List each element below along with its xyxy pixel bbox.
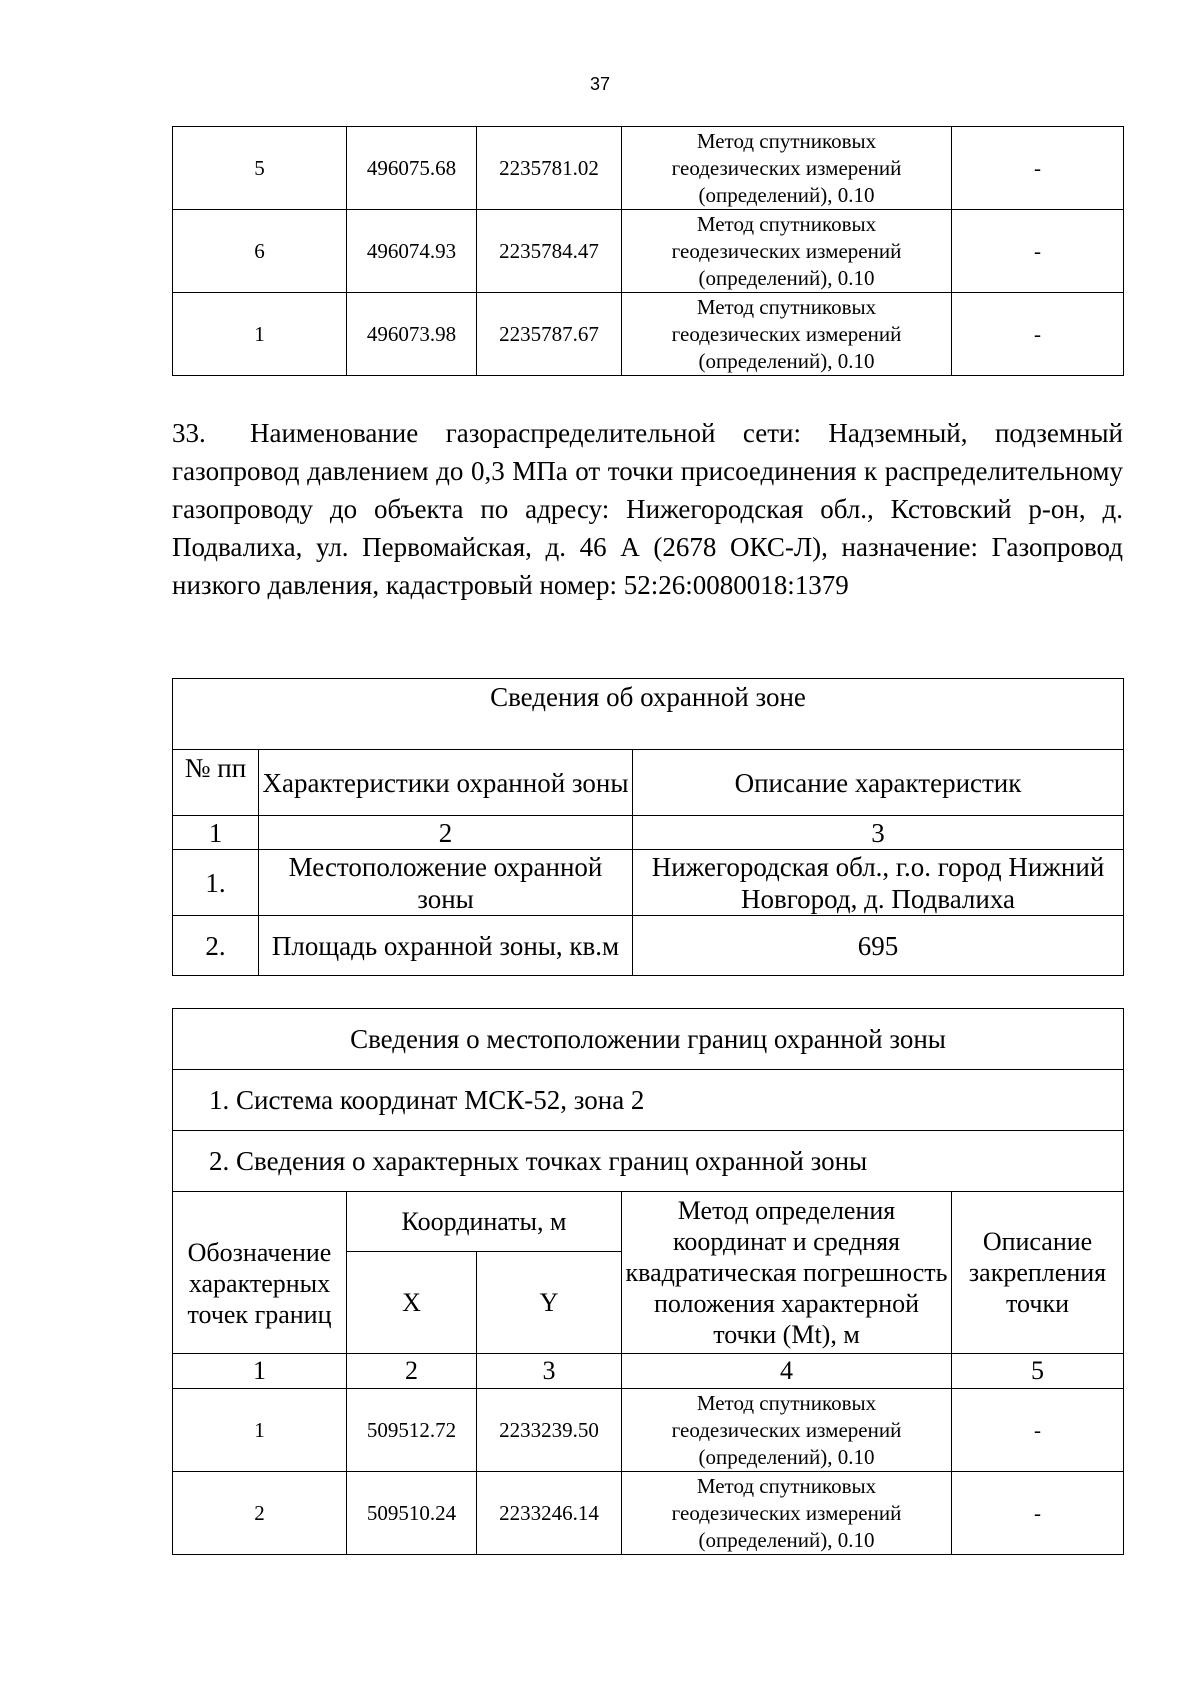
method-line: (определений), 0.10	[698, 348, 875, 373]
col-number: 2	[347, 1354, 477, 1389]
fix-cell: -	[952, 210, 1124, 293]
zone-info-table	[172, 678, 1124, 976]
y-cell: 2233239.50	[477, 1389, 622, 1472]
point-cell: 1	[173, 293, 347, 376]
table-row	[173, 293, 1124, 376]
zone-col-number: 1	[173, 816, 259, 850]
col-number: 4	[622, 1354, 952, 1389]
method-cell	[622, 210, 952, 293]
zone-col-number: 2	[259, 816, 633, 850]
x-cell: 509512.72	[347, 1389, 477, 1472]
zone-row-name: Площадь охранной зоны, кв.м	[259, 916, 633, 976]
point-cell: 1	[173, 1389, 347, 1472]
zone-header-number: № пп	[173, 750, 259, 816]
header-fix: Описание закрепления точки	[952, 1192, 1124, 1354]
bounds-table-title: Сведения о местоположении границ охранной зоны	[173, 1009, 1124, 1070]
method-line: Метод спутниковых	[696, 1473, 877, 1498]
method-line: Метод спутниковых	[696, 211, 877, 236]
header-y: Y	[477, 1252, 622, 1354]
boundaries-table	[172, 1008, 1124, 1555]
point-cell: 2	[173, 1472, 347, 1555]
method-cell	[622, 1389, 952, 1472]
header-coordinates: Координаты, м	[347, 1192, 622, 1252]
method-line: (определений), 0.10	[698, 1527, 875, 1552]
zone-row-number: 2.	[173, 916, 259, 976]
method-line: Метод спутниковых	[696, 294, 877, 319]
method-cell	[622, 127, 952, 210]
point-cell: 5	[173, 127, 347, 210]
y-cell: 2233246.14	[477, 1472, 622, 1555]
fix-cell: -	[952, 1472, 1124, 1555]
method-cell	[622, 293, 952, 376]
zone-table-title: Сведения об охранной зоне	[173, 679, 1124, 750]
method-line: (определений), 0.10	[698, 265, 875, 290]
header-x: X	[347, 1252, 477, 1354]
zone-header-description: Описание характеристик	[633, 750, 1124, 816]
fix-cell: -	[952, 1389, 1124, 1472]
method-line: геодезических измерений	[671, 321, 902, 346]
table-row	[173, 127, 1124, 210]
col-number: 3	[477, 1354, 622, 1389]
zone-row-name: Местоположение охранной зоны	[259, 850, 633, 916]
zone-row-value: Нижегородская обл., г.о. город Нижний Новгород, д. Подвалиха	[633, 850, 1124, 916]
header-method: Метод определения координат и средняя квадратическая погрешность положения характерной точки (Mt), м	[622, 1192, 952, 1354]
y-cell: 2235784.47	[477, 210, 622, 293]
section-text: Наименование газораспределительной сети: Надземный, подземный газопровод давлением до 0,3 МПа от точки присоединения к распределительному газопроводу до объекта по адресу: Нижегородская обл., Кстовский р-он, д. Подвалиха, ул. Первомайская, д. 46 А (2678 ОКС-Л), назначение: Газопровод низкого давления, кадастровый номер: 52:26:0080018:1379	[172, 418, 1123, 600]
section-number: 33.	[172, 418, 206, 448]
method-line: Метод спутниковых	[696, 1390, 877, 1415]
coordinate-system: 1. Система координат МСК-52, зона 2	[173, 1070, 1124, 1131]
col-number: 5	[952, 1354, 1124, 1389]
point-cell: 6	[173, 210, 347, 293]
col-number: 1	[173, 1354, 347, 1389]
method-line: геодезических измерений	[671, 1500, 902, 1525]
page-number: 37	[589, 74, 611, 94]
table-row	[173, 210, 1124, 293]
zone-col-number: 3	[633, 816, 1124, 850]
points-table-continued	[172, 126, 1124, 376]
x-cell: 496075.68	[347, 127, 477, 210]
fix-cell: -	[952, 293, 1124, 376]
fix-cell: -	[952, 127, 1124, 210]
y-cell: 2235787.67	[477, 293, 622, 376]
section-paragraph	[172, 414, 1123, 604]
method-line: (определений), 0.10	[698, 1444, 875, 1469]
header-points: Обозначение характерных точек границ	[173, 1192, 347, 1354]
zone-row-value: 695	[633, 916, 1124, 976]
method-line: геодезических измерений	[671, 238, 902, 263]
points-info-heading: 2. Сведения о характерных точках границ охранной зоны	[173, 1131, 1124, 1192]
x-cell: 496074.93	[347, 210, 477, 293]
method-cell	[622, 1472, 952, 1555]
x-cell: 496073.98	[347, 293, 477, 376]
zone-row-number: 1.	[173, 850, 259, 916]
method-line: геодезических измерений	[671, 155, 902, 180]
method-line: (определений), 0.10	[698, 182, 875, 207]
method-line: Метод спутниковых	[696, 128, 877, 153]
zone-header-characteristics: Характеристики охранной зоны	[259, 750, 633, 816]
y-cell: 2235781.02	[477, 127, 622, 210]
method-line: геодезических измерений	[671, 1417, 902, 1442]
table-row	[173, 1472, 1124, 1555]
x-cell: 509510.24	[347, 1472, 477, 1555]
table-row	[173, 1389, 1124, 1472]
